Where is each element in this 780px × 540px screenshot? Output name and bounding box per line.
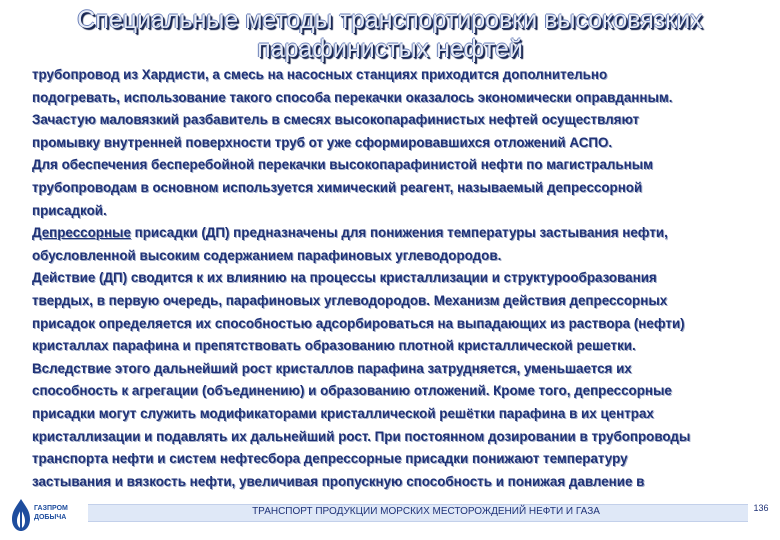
- logo-text-line: ДОБЫЧА: [34, 514, 67, 521]
- slide-title: Специальные методы транспортировки высоковязких парафинистых нефтей: [77, 6, 703, 63]
- body-line: подогревать, использование такого способа перекачки оказалось экономически оправданным.: [32, 89, 673, 105]
- body-line: обусловленной высоким содержанием парафиновых углеводородов.: [32, 247, 502, 263]
- body-line: кристаллизации и подавлять их дальнейший рост. При постоянном дозировании в трубопроводы: [32, 428, 691, 444]
- body-line: Действие (ДП) сводится к их влиянию на процессы кристаллизации и структурообразования: [32, 270, 657, 286]
- body-line: Вследствие этого дальнейший рост кристаллов парафина затрудняется, уменьшается их: [32, 360, 632, 376]
- body-line-rest: присадки (ДП) предназначены для понижения температуры застывания нефти,: [134, 225, 668, 241]
- body-line: способность к агрегации (объединению) и образованию отложений. Кроме того, депрессорные: [32, 383, 672, 399]
- logo-text: [34, 504, 80, 522]
- body-line-with-term: [32, 222, 768, 245]
- body-line: Для обеспечения бесперебойной перекачки высокопарафинистой нефти по магистральным: [32, 157, 654, 173]
- body-line: трубопроводам в основном используется химический реагент, называемый депрессорной: [32, 179, 643, 195]
- body-line: Зачастую маловязкий разбавитель в смесях высокопарафинистых нефтей осуществляют: [32, 112, 640, 128]
- slide-body: [32, 64, 768, 493]
- body-line: трубопровод из Хардисти, а смесь на насосных станциях приходится дополнительно: [32, 67, 608, 82]
- slide-footer: [0, 495, 780, 540]
- body-line: присадкой.: [32, 202, 107, 218]
- body-line: присадки могут служить модификаторами кристаллической решётки парафина в их центрах: [32, 405, 654, 421]
- body-line: промывку внутренней поверхности труб от уже сформировавшихся отложений АСПО.: [32, 134, 613, 150]
- footer-title: ТРАНСПОРТ ПРОДУКЦИИ МОРСКИХ МЕСТОРОЖДЕНИЙ НЕФТИ И ГАЗА: [252, 506, 600, 517]
- company-logo: [8, 497, 78, 535]
- body-line: твердых, в первую очередь, парафиновых углеводородов. Механизм действия депрессорных: [32, 292, 668, 308]
- body-line: транспорта нефти и систем нефтесбора депрессорные присадки понижают температуру: [32, 451, 628, 467]
- underlined-term: Депрессорные: [32, 225, 131, 241]
- page-number: 136: [753, 503, 769, 513]
- body-line: кристаллах парафина и препятствовать образованию плотной кристаллической решетки.: [32, 338, 636, 354]
- body-line: застывания и вязкость нефти, увеличивая пропускную способность и понижая давление в: [32, 473, 645, 489]
- logo-text-line: ГАЗПРОМ: [34, 505, 68, 512]
- body-line: присадок определяется их способностью адсорбироваться на выпадающих из раствора (нефти): [32, 315, 685, 331]
- flame-logo-icon: [8, 497, 34, 533]
